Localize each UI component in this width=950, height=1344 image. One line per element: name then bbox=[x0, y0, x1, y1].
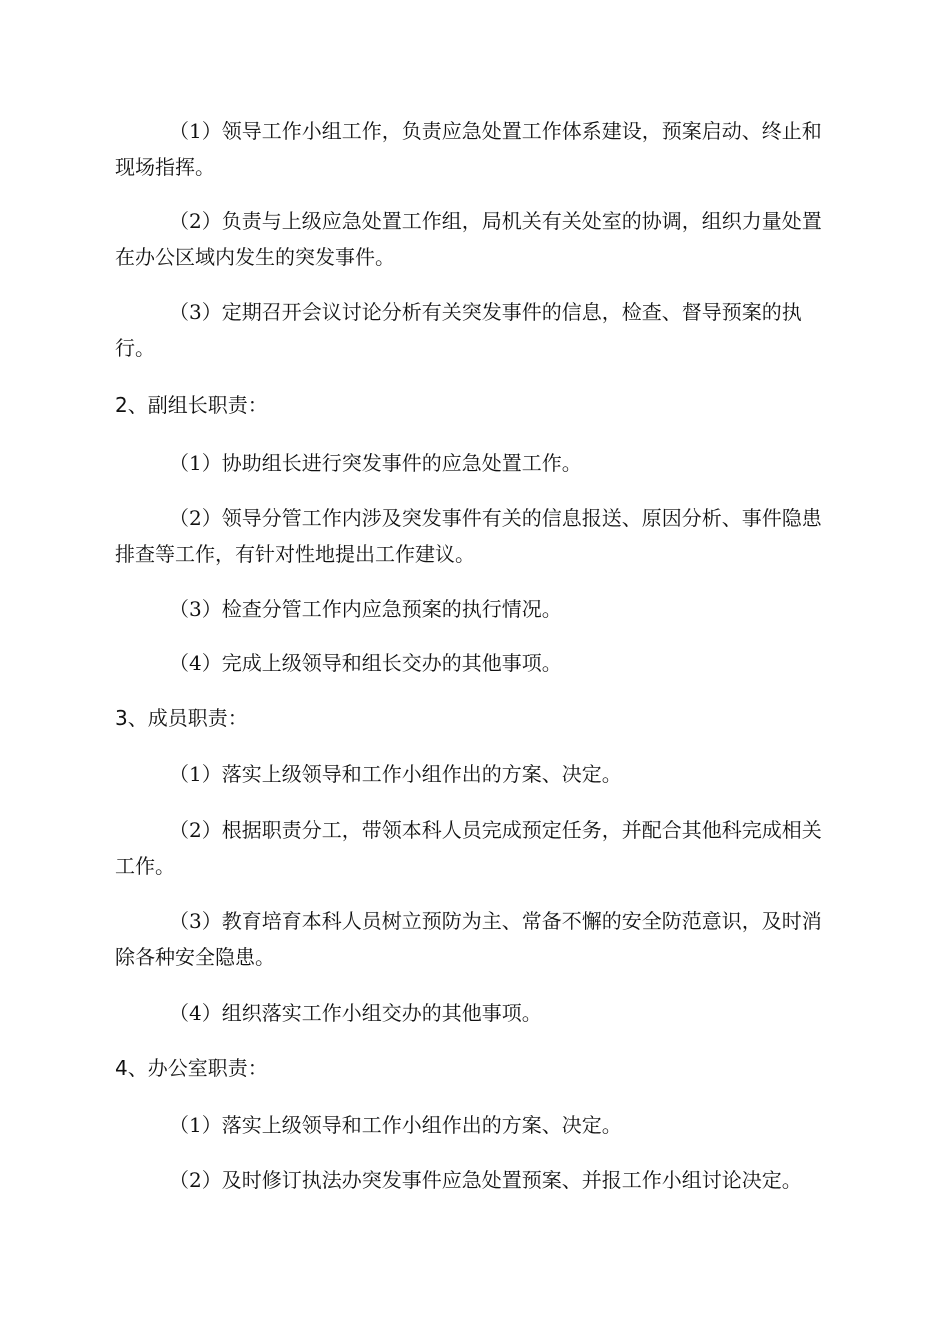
section-heading-deputy-leader: 2、副组长职责： bbox=[115, 393, 268, 417]
section-heading-members: 3、成员职责： bbox=[115, 706, 248, 730]
paragraph-member-duty-1: （1）落实上级领导和工作小组作出的方案、决定。 bbox=[169, 762, 622, 786]
paragraph-deputy-duty-3: （3）检查分管工作内应急预案的执行情况。 bbox=[169, 597, 562, 621]
paragraph-office-duty-2: （2）及时修订执法办突发事件应急处置预案、并报工作小组讨论决定。 bbox=[169, 1168, 802, 1192]
paragraph-deputy-duty-2: （2）领导分管工作内涉及突发事件有关的信息报送、原因分析、事件隐患排查等工作，有针对性地提出工作建议。 bbox=[115, 506, 822, 566]
paragraph-leader-duty-3: （3）定期召开会议讨论分析有关突发事件的信息，检查、督导预案的执行。 bbox=[115, 300, 802, 360]
paragraph-deputy-duty-1: （1）协助组长进行突发事件的应急处置工作。 bbox=[169, 451, 582, 475]
paragraph-office-duty-1: （1）落实上级领导和工作小组作出的方案、决定。 bbox=[169, 1113, 622, 1137]
paragraph-leader-duty-1: （1）领导工作小组工作，负责应急处置工作体系建设，预案启动、终止和现场指挥。 bbox=[115, 119, 822, 179]
section-heading-office: 4、办公室职责： bbox=[115, 1056, 268, 1080]
paragraph-member-duty-2: （2）根据职责分工，带领本科人员完成预定任务，并配合其他科完成相关工作。 bbox=[115, 818, 822, 878]
paragraph-member-duty-4: （4）组织落实工作小组交办的其他事项。 bbox=[169, 1001, 542, 1025]
paragraph-deputy-duty-4: （4）完成上级领导和组长交办的其他事项。 bbox=[169, 651, 562, 675]
paragraph-member-duty-3: （3）教育培育本科人员树立预防为主、常备不懈的安全防范意识，及时消除各种安全隐患。 bbox=[115, 909, 822, 969]
paragraph-leader-duty-2: （2）负责与上级应急处置工作组，局机关有关处室的协调，组织力量处置在办公区域内发生的突发事件。 bbox=[115, 209, 822, 269]
